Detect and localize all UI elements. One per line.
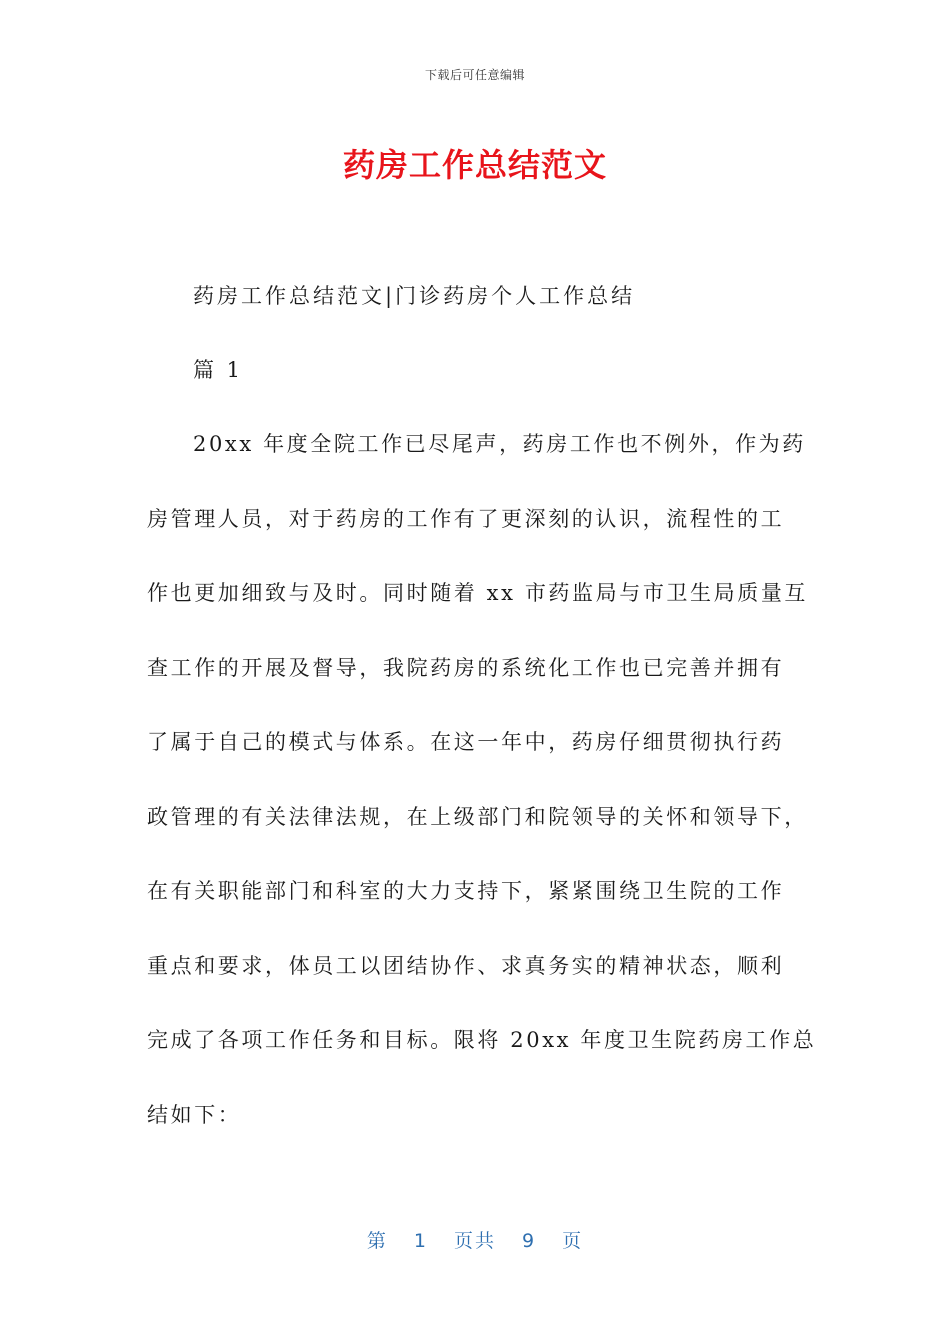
section-label: 篇 1 [193, 358, 244, 382]
body-line: 重点和要求，体员工以团结协作、求真务实的精神状态，顺利 [147, 953, 785, 978]
header-note: 下载后可任意编辑 [424, 68, 525, 82]
document-title: 药房工作总结范文 [342, 146, 607, 184]
body-line: 房管理人员，对于药房的工作有了更深刻的认识，流程性的工 [147, 506, 785, 531]
body-paragraph [147, 424, 817, 1169]
page-footer: 第 1 页共 9 页 [366, 1230, 584, 1252]
body-line: 在有关职能部门和科室的大力支持下，紧紧围绕卫生院的工作 [147, 879, 785, 903]
body-line: 作也更加细致与及时。同时随着 xx 市药监局与市卫生局质量互 [147, 581, 809, 605]
body-line: 查工作的开展及督导，我院药房的系统化工作也已完善并拥有 [147, 655, 785, 680]
body-line: 政管理的有关法律法规，在上级部门和院领导的关怀和领导下， [147, 804, 808, 829]
document-subtitle: 药房工作总结范文|门诊药房个人工作总结 [193, 284, 636, 308]
body-line: 了属于自己的模式与体系。在这一年中，药房仔细贯彻执行药 [147, 730, 785, 754]
body-line: 结如下： [147, 1102, 242, 1127]
body-line: 完成了各项工作任务和目标。限将 20xx 年度卫生院药房工作总 [147, 1028, 817, 1052]
body-line: 20xx 年度全院工作已尽尾声，药房工作也不例外，作为药 [193, 432, 806, 456]
